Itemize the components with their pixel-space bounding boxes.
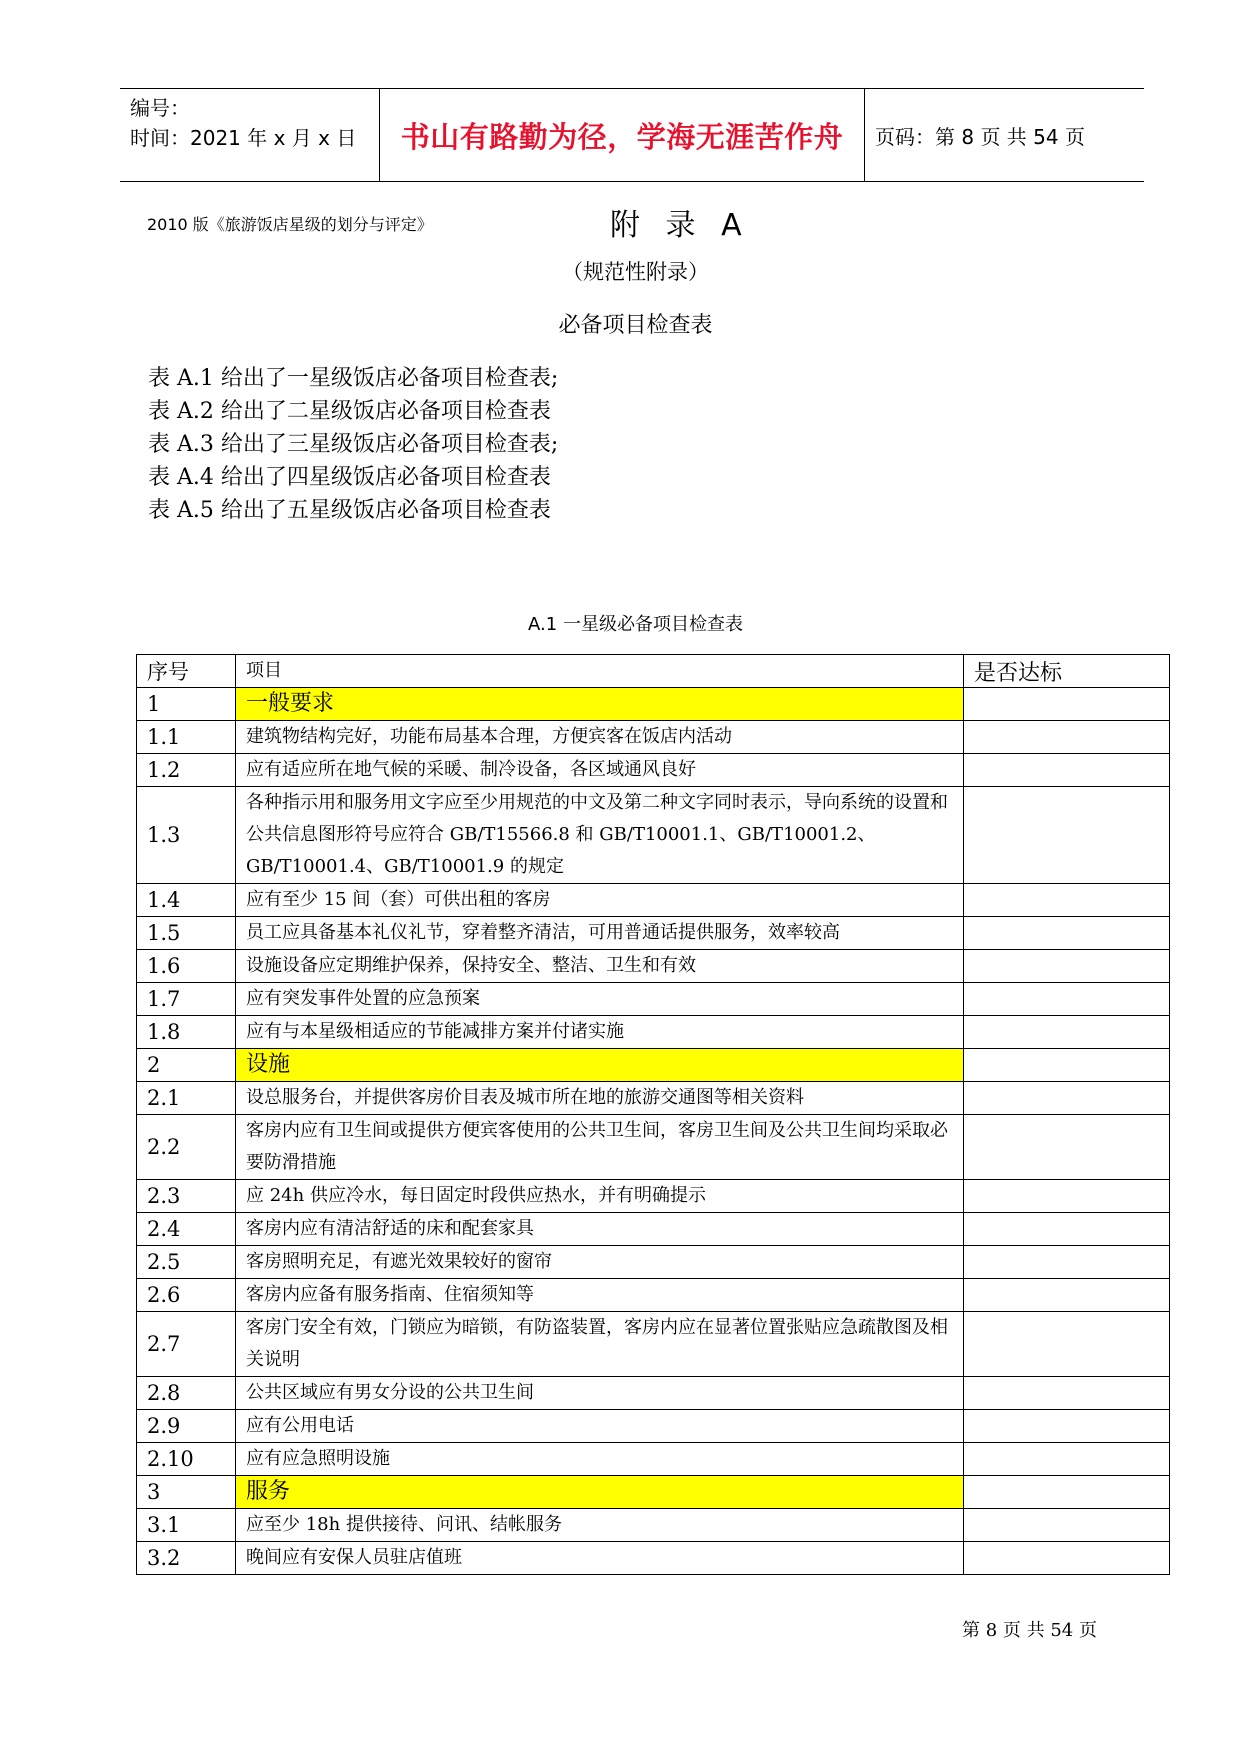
row-item: 应有至少 15 间（套）可供出租的客房: [236, 884, 964, 917]
compliance-cell: [964, 1476, 1170, 1509]
table-row: [137, 1410, 1170, 1443]
row-item: 客房内应备有服务指南、住宿须知等: [236, 1279, 964, 1312]
compliance-cell: [964, 1115, 1170, 1180]
row-number: 2.2: [137, 1115, 236, 1180]
row-number: 1.7: [137, 983, 236, 1016]
header-cell-number: 序号: [137, 655, 236, 688]
table-row: [137, 1082, 1170, 1115]
row-number: 2.10: [137, 1443, 236, 1476]
table-row: [137, 1443, 1170, 1476]
row-item: 客房门安全有效，门锁应为暗锁，有防盗装置，客房内应在显著位置张贴应急疏散图及相关说明: [236, 1312, 964, 1377]
compliance-cell: [964, 754, 1170, 787]
row-number: 2.9: [137, 1410, 236, 1443]
intro-line: 表 A.3 给出了三星级饭店必备项目检查表;: [148, 432, 559, 457]
header-page-indicator: 页码：第 8 页 共 54 页: [875, 124, 1085, 149]
row-number: 2: [137, 1049, 236, 1082]
compliance-cell: [964, 1443, 1170, 1476]
row-number: 1.2: [137, 754, 236, 787]
row-number: 2.6: [137, 1279, 236, 1312]
compliance-cell: [964, 1246, 1170, 1279]
row-item: 应至少 18h 提供接待、问讯、结帐服务: [236, 1509, 964, 1542]
row-number: 2.7: [137, 1312, 236, 1377]
table-row: [137, 950, 1170, 983]
intro-line: 表 A.5 给出了五星级饭店必备项目检查表: [148, 498, 551, 523]
row-item: 公共区域应有男女分设的公共卫生间: [236, 1377, 964, 1410]
row-item: 建筑物结构完好，功能布局基本合理，方便宾客在饭店内活动: [236, 721, 964, 754]
compliance-cell: [964, 917, 1170, 950]
row-number: 3: [137, 1476, 236, 1509]
row-item: 各种指示用和服务用文字应至少用规范的中文及第二种文字同时表示，导向系统的设置和公共信息图形符号应符合 GB/T15566.8 和 GB/T10001.1、GB/T10001.2、GB/T10001.4、GB/T10001.9 的规定: [236, 787, 964, 884]
checklist-title: 必备项目检查表: [558, 313, 713, 338]
compliance-cell: [964, 983, 1170, 1016]
row-number: 3.1: [137, 1509, 236, 1542]
row-item: 客房内应有清洁舒适的床和配套家具: [236, 1213, 964, 1246]
compliance-cell: [964, 1180, 1170, 1213]
table-row: [137, 1213, 1170, 1246]
row-number: 1.4: [137, 884, 236, 917]
row-item: 员工应具备基本礼仪礼节，穿着整齐清洁，可用普通话提供服务，效率较高: [236, 917, 964, 950]
compliance-cell: [964, 1542, 1170, 1575]
table-row: [137, 1246, 1170, 1279]
row-number: 3.2: [137, 1542, 236, 1575]
table-section-row: [137, 1476, 1170, 1509]
footer-page-number: 第 8 页 共 54 页: [962, 1620, 1097, 1641]
table-row: [137, 1312, 1170, 1377]
compliance-cell: [964, 1410, 1170, 1443]
table-row: [137, 1016, 1170, 1049]
table-row: [137, 1542, 1170, 1575]
compliance-cell: [964, 950, 1170, 983]
row-number: 2.1: [137, 1082, 236, 1115]
table-section-row: [137, 688, 1170, 721]
page-header: [120, 88, 1144, 182]
appendix-subtitle: （规范性附录）: [562, 260, 709, 284]
header-divider: [864, 89, 865, 181]
intro-line: 表 A.1 给出了一星级饭店必备项目检查表;: [148, 366, 559, 391]
row-number: 2.3: [137, 1180, 236, 1213]
header-motto: 书山有路勤为径，学海无涯苦作舟: [400, 119, 844, 154]
section-title: 一般要求: [236, 688, 964, 721]
row-number: 2.4: [137, 1213, 236, 1246]
row-number: 1: [137, 688, 236, 721]
row-item: 应 24h 供应冷水，每日固定时段供应热水，并有明确提示: [236, 1180, 964, 1213]
compliance-cell: [964, 1016, 1170, 1049]
compliance-cell: [964, 1377, 1170, 1410]
intro-line: 表 A.4 给出了四星级饭店必备项目检查表: [148, 465, 551, 490]
table-row: [137, 1509, 1170, 1542]
appendix-title: 附 录 A: [610, 208, 750, 243]
table-row: [137, 787, 1170, 884]
row-item: 应有突发事件处置的应急预案: [236, 983, 964, 1016]
section-title: 设施: [236, 1049, 964, 1082]
row-item: 设总服务台，并提供客房价目表及城市所在地的旅游交通图等相关资料: [236, 1082, 964, 1115]
header-meta: [130, 93, 356, 153]
table-title: A.1 一星级必备项目检查表: [528, 614, 743, 635]
table-header-row: [137, 655, 1170, 688]
standard-name: 2010 版《旅游饭店星级的划分与评定》: [147, 215, 433, 234]
table-row: [137, 884, 1170, 917]
table-section-row: [137, 1049, 1170, 1082]
document-time-label: 时间：2021 年 x 月 x 日: [130, 126, 357, 150]
compliance-cell: [964, 1312, 1170, 1377]
compliance-cell: [964, 721, 1170, 754]
row-item: 客房照明充足，有遮光效果较好的窗帘: [236, 1246, 964, 1279]
intro-list: [148, 362, 558, 527]
table-body: [137, 688, 1170, 1575]
table-row: [137, 983, 1170, 1016]
row-number: 2.8: [137, 1377, 236, 1410]
compliance-cell: [964, 688, 1170, 721]
row-item: 晚间应有安保人员驻店值班: [236, 1542, 964, 1575]
table-row: [137, 917, 1170, 950]
row-number: 1.8: [137, 1016, 236, 1049]
table-row: [137, 1115, 1170, 1180]
compliance-cell: [964, 1049, 1170, 1082]
compliance-cell: [964, 884, 1170, 917]
header-cell-item: 项目: [236, 655, 964, 688]
row-number: 1.6: [137, 950, 236, 983]
header-cell-compliance: 是否达标: [964, 655, 1170, 688]
row-item: 应有与本星级相适应的节能减排方案并付诸实施: [236, 1016, 964, 1049]
table-row: [137, 721, 1170, 754]
document-number-label: 编号：: [130, 96, 190, 120]
row-number: 1.1: [137, 721, 236, 754]
compliance-cell: [964, 1213, 1170, 1246]
row-item: 应有公用电话: [236, 1410, 964, 1443]
row-item: 应有应急照明设施: [236, 1443, 964, 1476]
compliance-cell: [964, 1509, 1170, 1542]
compliance-cell: [964, 1082, 1170, 1115]
intro-line: 表 A.2 给出了二星级饭店必备项目检查表: [148, 399, 551, 424]
section-title: 服务: [236, 1476, 964, 1509]
row-number: 2.5: [137, 1246, 236, 1279]
table-row: [137, 1279, 1170, 1312]
row-item: 应有适应所在地气候的采暖、制冷设备，各区域通风良好: [236, 754, 964, 787]
table-row: [137, 754, 1170, 787]
compliance-cell: [964, 1279, 1170, 1312]
row-number: 1.5: [137, 917, 236, 950]
row-item: 客房内应有卫生间或提供方便宾客使用的公共卫生间，客房卫生间及公共卫生间均采取必要防滑措施: [236, 1115, 964, 1180]
table-row: [137, 1180, 1170, 1213]
row-item: 设施设备应定期维护保养，保持安全、整洁、卫生和有效: [236, 950, 964, 983]
checklist-table: [136, 654, 1170, 1575]
table-row: [137, 1377, 1170, 1410]
row-number: 1.3: [137, 787, 236, 884]
compliance-cell: [964, 787, 1170, 884]
